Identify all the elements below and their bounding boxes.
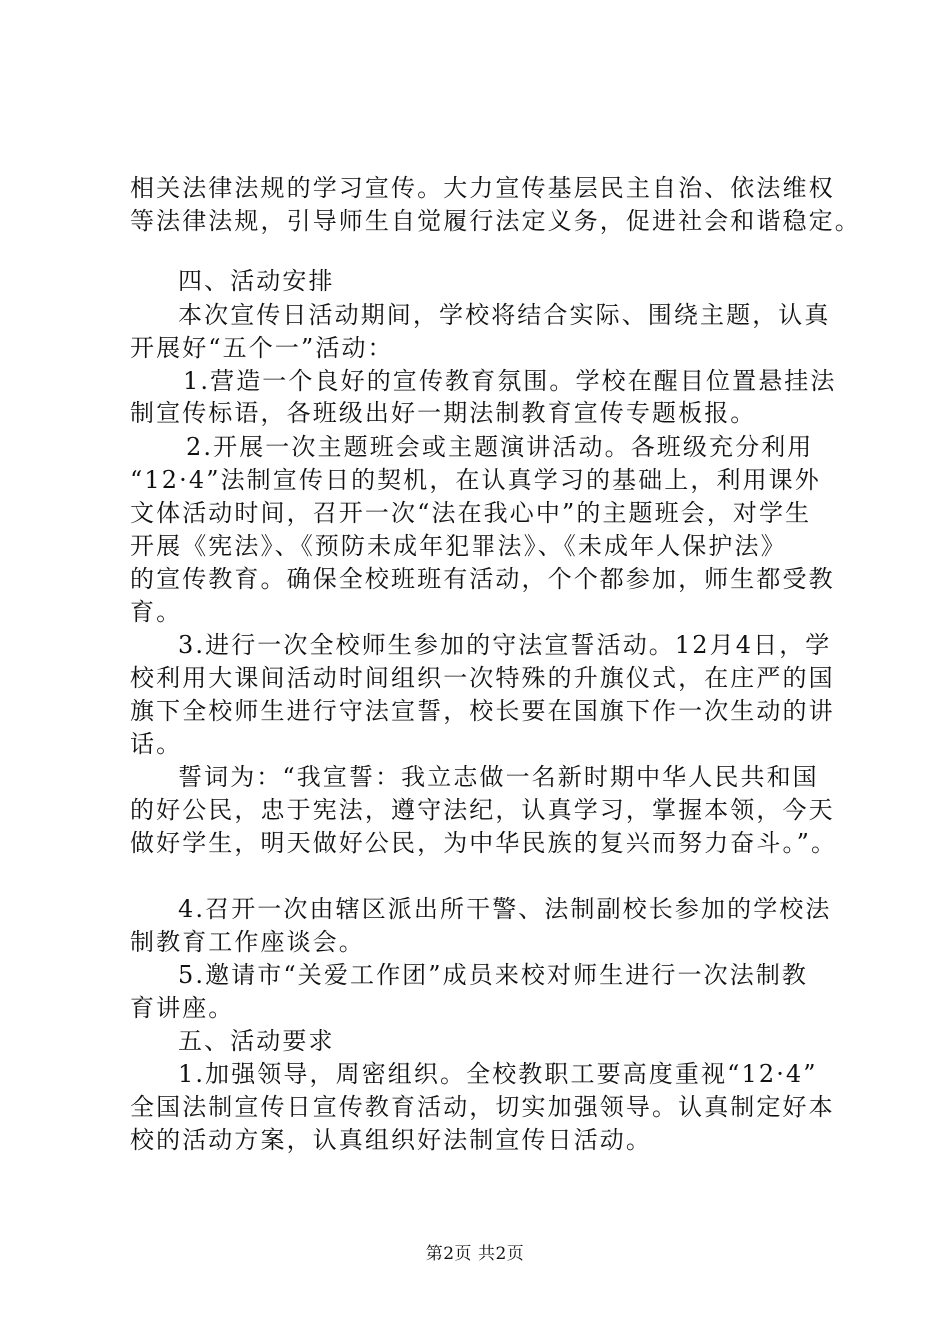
body-line: 校利用大课间活动时间组织一次特殊的升旗仪式，在庄严的国 (130, 664, 835, 692)
page-footer: 第2页 共2页 (425, 1244, 525, 1264)
body-line: 本次宣传日活动期间，学校将结合实际、围绕主题，认真 (178, 301, 831, 329)
body-line: 1.加强领导，周密组织。全校教职工要高度重视“12·4” (178, 1060, 818, 1088)
body-line: 开展好“五个一”活动： (130, 334, 394, 362)
body-line: 文体活动时间，召开一次“法在我心中”的主题班会，对学生 (130, 499, 812, 527)
body-line: 全国法制宣传日宣传教育活动，切实加强领导。认真制定好本 (130, 1093, 835, 1121)
body-line: 2.开展一次主题班会或主题演讲活动。各班级充分利用 (186, 433, 814, 461)
body-line: 4.召开一次由辖区派出所干警、法制副校长参加的学校法 (178, 895, 832, 923)
section-heading: 五、活动要求 (178, 1027, 335, 1055)
section-heading: 四、活动安排 (178, 267, 335, 295)
body-line: 的好公民，忠于宪法，遵守法纪，认真学习，掌握本领，今天 (130, 796, 835, 824)
body-line: 话。 (130, 730, 183, 758)
body-line: 5.邀请市“关爱工作团”成员来校对师生进行一次法制教 (178, 961, 809, 989)
body-line: 育讲座。 (130, 994, 235, 1022)
body-line: 做好学生，明天做好公民，为中华民族的复兴而努力奋斗。”。 (130, 829, 838, 857)
body-line: 校的活动方案，认真组织好法制宣传日活动。 (130, 1126, 652, 1154)
body-line: 誓词为：“我宣誓：我立志做一名新时期中华人民共和国 (178, 763, 819, 791)
body-line: 旗下全校师生进行守法宣誓，校长要在国旗下作一次生动的讲 (130, 697, 835, 725)
body-line: “12·4”法制宣传日的契机，在认真学习的基础上，利用课外 (130, 466, 821, 494)
body-line: 制宣传标语，各班级出好一期法制教育宣传专题板报。 (130, 399, 757, 427)
body-line: 1.营造一个良好的宣传教育氛围。学校在醒目位置悬挂法 (183, 367, 837, 395)
body-line: 制教育工作座谈会。 (130, 928, 365, 956)
body-line: 的宣传教育。确保全校班班有活动，个个都参加，师生都受教 (130, 565, 835, 593)
body-line: 等法律法规，引导师生自觉履行法定义务，促进社会和谐稳定。 (130, 207, 861, 235)
body-line: 相关法律法规的学习宣传。大力宣传基层民主自治、依法维权 (130, 174, 835, 202)
body-line: 育。 (130, 598, 183, 626)
body-line: 3.进行一次全校师生参加的守法宣誓活动。12月4日，学 (178, 631, 832, 659)
body-line: 开展《宪法》、《预防未成年犯罪法》、《未成年人保护法》 (130, 532, 787, 560)
